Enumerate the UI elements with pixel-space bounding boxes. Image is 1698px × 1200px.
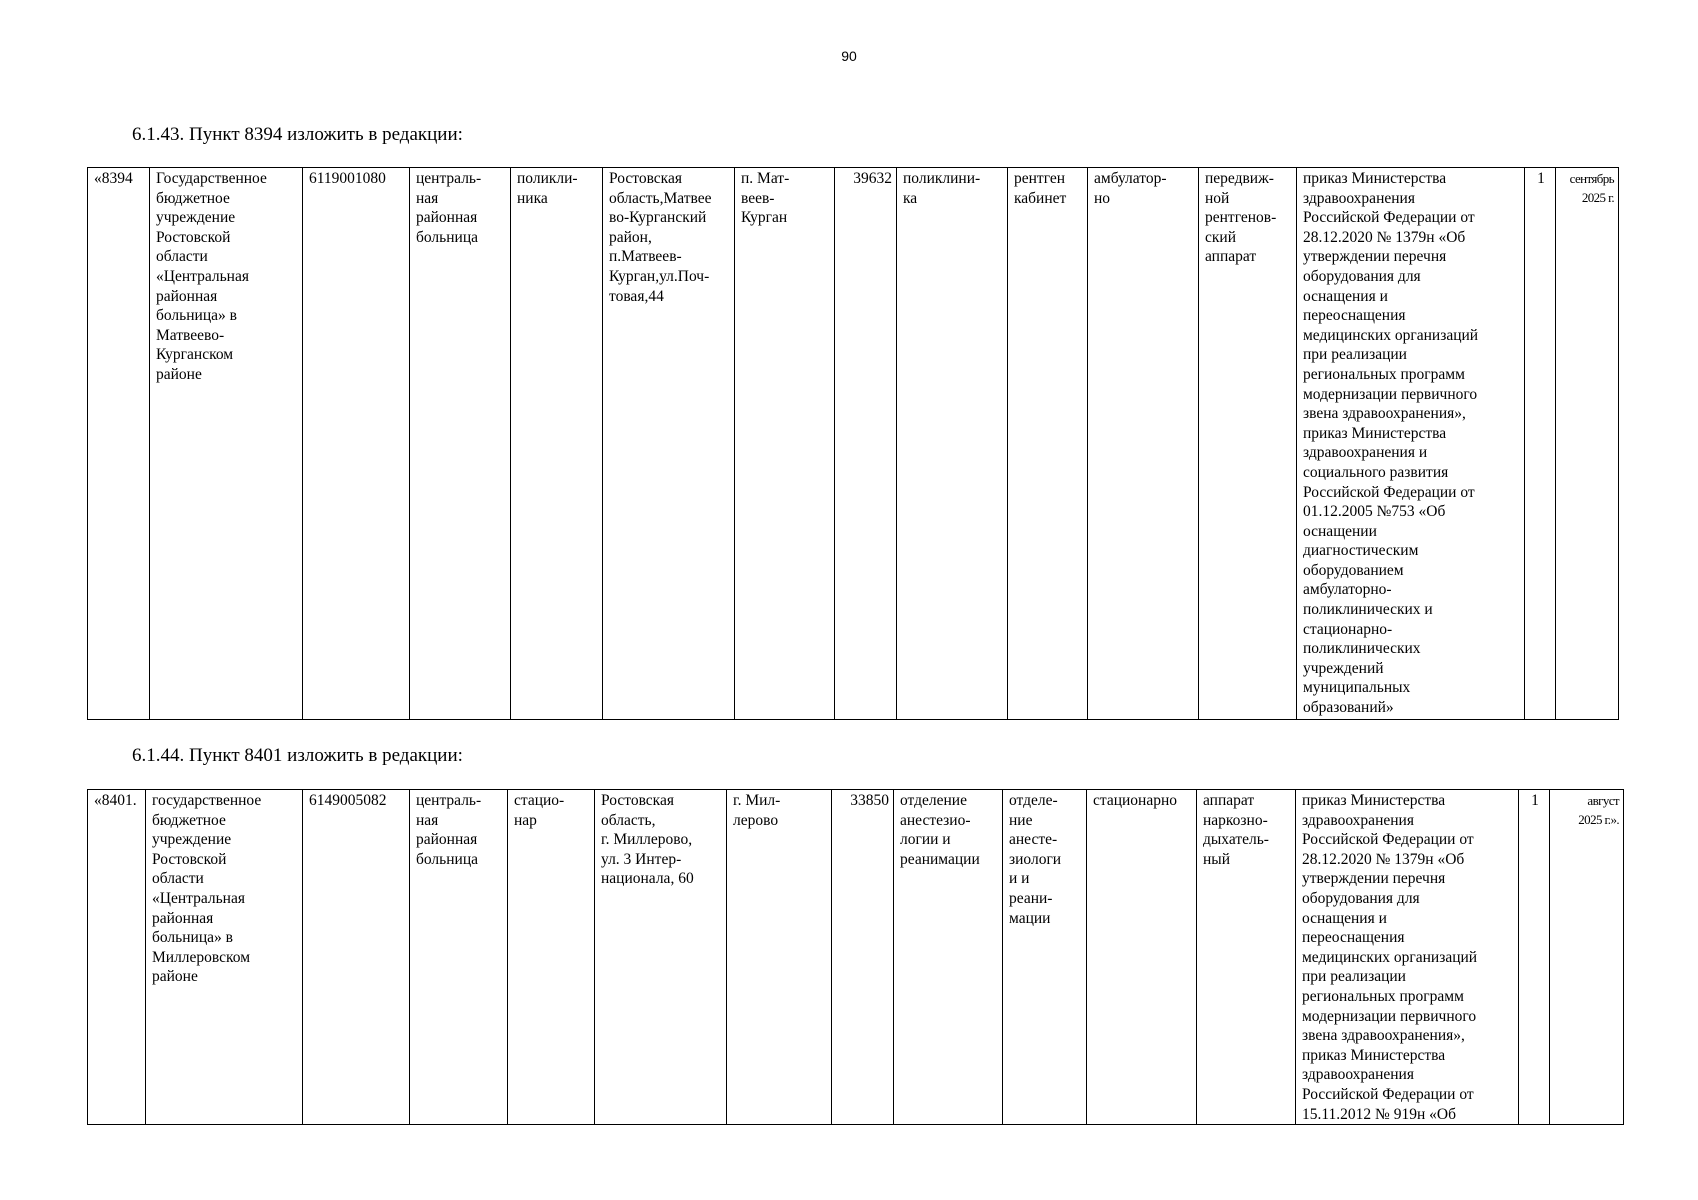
- cell-line: ный: [1203, 850, 1231, 868]
- section-heading-8401: 6.1.44. Пункт 8401 изложить в редакции:: [132, 745, 463, 766]
- cell-line: районная: [156, 287, 218, 305]
- cell-line: Миллеровском: [152, 948, 251, 966]
- table-item-8394: [87, 167, 1619, 720]
- table-row: [88, 790, 1624, 1125]
- cell-line: Российской Федерации от: [1303, 483, 1475, 501]
- cell-line: приказ Министерства: [1302, 1046, 1446, 1064]
- cell-line: логии и: [900, 831, 951, 849]
- cell-care-form: [1087, 790, 1197, 1125]
- cell-line: Курган,ул.Поч-: [609, 267, 710, 285]
- cell-line: Ростовская: [601, 792, 674, 809]
- cell-line: больница: [416, 228, 478, 246]
- cell-line: больница: [416, 850, 478, 868]
- cell-line: Государственное: [156, 170, 267, 187]
- cell-department: [894, 790, 1003, 1125]
- cell-line: ул. 3 Интер-: [601, 850, 682, 868]
- cell-line: районная: [152, 909, 214, 927]
- cell-locality: [727, 790, 832, 1125]
- cell-line: области: [152, 870, 204, 888]
- cell-line: ная: [416, 811, 439, 829]
- cell-line: отделение: [900, 792, 967, 809]
- cell-line: социального развития: [1303, 463, 1449, 481]
- cell-qty: 1: [1525, 168, 1556, 720]
- cell-line: Российской Федерации от: [1303, 209, 1475, 227]
- cell-line: больница» в: [152, 929, 233, 947]
- cell-line: ника: [517, 189, 548, 207]
- cell-line: амбулаторно-: [1303, 581, 1392, 599]
- cell-line: стационарно-: [1303, 620, 1393, 638]
- cell-line: 2025 г.: [1581, 190, 1614, 205]
- cell-line: г. Мил-: [733, 792, 781, 809]
- cell-line: медицинских организаций: [1303, 326, 1479, 344]
- cell-line: кабинет: [1014, 189, 1067, 207]
- cell-line: анесте-: [1009, 831, 1058, 849]
- cell-line: учреждение: [152, 831, 232, 849]
- cell-line: здравоохранения: [1303, 189, 1415, 207]
- cell-institution: [150, 168, 303, 720]
- cell-num: «8401.: [88, 790, 146, 1125]
- cell-line: приказ Министерства: [1302, 792, 1446, 809]
- cell-line: область,Матвее: [609, 189, 712, 207]
- cell-line: ка: [903, 189, 918, 207]
- cell-line: лерово: [733, 811, 779, 829]
- cell-line: «Центральная: [152, 889, 245, 907]
- cell-line: 2025 г.».: [1578, 812, 1619, 827]
- cell-line: здравоохранения: [1302, 811, 1414, 829]
- cell-line: бюджетное: [152, 811, 226, 829]
- cell-line: ная: [416, 189, 439, 207]
- cell-line: п. Мат-: [741, 170, 790, 187]
- cell-line: 28.12.2020 № 1379н «Об: [1302, 850, 1465, 868]
- cell-line: медицинских организаций: [1302, 948, 1478, 966]
- cell-line: г. Миллерово,: [601, 831, 693, 849]
- cell-line: п.Матвеев-: [609, 248, 682, 266]
- table-row: [88, 168, 1619, 720]
- cell-code: 33850: [832, 790, 894, 1125]
- cell-line: области: [156, 248, 208, 266]
- cell-line: реанимации: [900, 850, 980, 868]
- cell-line: Курган: [741, 209, 788, 227]
- cell-line: образований»: [1303, 699, 1394, 717]
- cell-care-form: [1088, 168, 1199, 720]
- cell-line: товая,44: [609, 287, 664, 305]
- cell-line: районе: [156, 365, 202, 383]
- cell-line: ной: [1205, 189, 1230, 207]
- cell-order: [1296, 790, 1519, 1125]
- cell-line: приказ Министерства: [1303, 424, 1447, 442]
- cell-code: 39632: [835, 168, 897, 720]
- cell-line: август: [1587, 793, 1619, 808]
- cell-line: область,: [601, 811, 656, 829]
- cell-line: региональных программ: [1302, 987, 1464, 1005]
- cell-institution: [146, 790, 303, 1125]
- cell-inn: 6149005082: [303, 790, 410, 1125]
- cell-line: учреждений: [1303, 659, 1384, 677]
- cell-address: [595, 790, 727, 1125]
- cell-line: переоснащения: [1302, 929, 1405, 947]
- cell-line: 28.12.2020 № 1379н «Об: [1303, 228, 1466, 246]
- cell-line: модернизации первичного: [1303, 385, 1478, 403]
- cell-line: Курганском: [156, 346, 234, 364]
- cell-line: рентген: [1014, 170, 1066, 187]
- cell-line: Ростовской: [152, 850, 227, 868]
- cell-date: [1556, 168, 1619, 720]
- cell-line: оборудования для: [1302, 889, 1420, 907]
- cell-line: поликли-: [517, 170, 578, 187]
- cell-line: рентгенов-: [1205, 209, 1277, 227]
- cell-line: здравоохранения и: [1303, 444, 1428, 462]
- cell-line: нар: [514, 811, 537, 829]
- cell-line: государственное: [152, 792, 262, 809]
- cell-line: модернизации первичного: [1302, 1007, 1477, 1025]
- cell-line: поликлинических: [1303, 640, 1421, 658]
- cell-line: аппарат: [1205, 248, 1257, 266]
- cell-line: региональных программ: [1303, 365, 1465, 383]
- cell-line: оснащения и: [1302, 909, 1387, 927]
- cell-line: анестезио-: [900, 811, 971, 829]
- cell-line: и и: [1009, 870, 1030, 888]
- cell-line: при реализации: [1302, 968, 1406, 986]
- cell-line: оснащении: [1303, 522, 1377, 540]
- cell-line: Российской Федерации от: [1302, 831, 1474, 849]
- cell-line: больница» в: [156, 307, 237, 325]
- cell-order: [1297, 168, 1525, 720]
- cell-line: поликлини-: [903, 170, 981, 187]
- cell-org-type: [410, 168, 511, 720]
- cell-line: приказ Министерства: [1303, 170, 1447, 187]
- cell-department: [897, 168, 1008, 720]
- cell-subdivision: [508, 790, 595, 1125]
- cell-line: передвиж-: [1205, 170, 1274, 187]
- cell-org-type: [410, 790, 508, 1125]
- cell-line: централь-: [416, 170, 482, 187]
- cell-line: оснащения и: [1303, 287, 1388, 305]
- cell-line: мации: [1009, 909, 1051, 927]
- cell-inn: 6119001080: [303, 168, 410, 720]
- cell-line: стацио-: [514, 792, 565, 809]
- table-item-8401: [87, 789, 1624, 1125]
- cell-line: отделе-: [1009, 792, 1058, 809]
- cell-line: районе: [152, 968, 198, 986]
- cell-line: дыхатель-: [1203, 831, 1269, 849]
- cell-line: 15.11.2012 № 919н «Об: [1302, 1105, 1456, 1123]
- cell-qty: 1: [1519, 790, 1550, 1125]
- cell-line: переоснащения: [1303, 307, 1406, 325]
- cell-line: веев-: [741, 189, 775, 207]
- cell-line: районная: [416, 831, 478, 849]
- cell-line: звена здравоохранения»,: [1303, 405, 1466, 423]
- cell-line: ский: [1205, 228, 1236, 246]
- cell-line: амбулатор-: [1094, 170, 1167, 187]
- cell-line: Ростовская: [609, 170, 682, 187]
- cell-line: централь-: [416, 792, 482, 809]
- cell-line: бюджетное: [156, 189, 230, 207]
- cell-line: сентябрь: [1569, 171, 1614, 186]
- cell-line: учреждение: [156, 209, 236, 227]
- cell-line: «Центральная: [156, 267, 249, 285]
- cell-line: национала, 60: [601, 870, 694, 888]
- section-heading-8394: 6.1.43. Пункт 8394 изложить в редакции:: [132, 124, 463, 145]
- cell-line: поликлинических и: [1303, 601, 1433, 619]
- cell-unit: [1008, 168, 1088, 720]
- cell-line: Матвеево-: [156, 326, 225, 344]
- cell-line: зиологи: [1009, 850, 1062, 868]
- cell-line: во-Курганский: [609, 209, 707, 227]
- cell-line: при реализации: [1303, 346, 1407, 364]
- cell-line: реани-: [1009, 889, 1053, 907]
- cell-line: Ростовской: [156, 228, 231, 246]
- cell-line: оборудованием: [1303, 561, 1404, 579]
- cell-subdivision: [511, 168, 603, 720]
- cell-line: но: [1094, 189, 1111, 207]
- cell-num: «8394: [88, 168, 150, 720]
- cell-line: утверждении перечня: [1303, 248, 1447, 266]
- cell-equipment: [1199, 168, 1297, 720]
- cell-line: утверждении перечня: [1302, 870, 1446, 888]
- page-number: 90: [841, 48, 857, 64]
- cell-line: ние: [1009, 811, 1033, 829]
- cell-line: звена здравоохранения»,: [1302, 1027, 1465, 1045]
- cell-line: район,: [609, 228, 652, 246]
- cell-line: 01.12.2005 №753 «Об: [1303, 503, 1446, 521]
- cell-line: здравоохранения: [1302, 1066, 1414, 1084]
- cell-line: аппарат: [1203, 792, 1255, 809]
- cell-line: муниципальных: [1303, 679, 1411, 697]
- cell-line: Российской Федерации от: [1302, 1085, 1474, 1103]
- cell-line: наркозно-: [1203, 811, 1268, 829]
- cell-date: [1550, 790, 1624, 1125]
- cell-address: [603, 168, 735, 720]
- cell-line: стационарно: [1093, 792, 1178, 809]
- cell-line: районная: [416, 209, 478, 227]
- cell-line: оборудования для: [1303, 267, 1421, 285]
- cell-unit: [1003, 790, 1087, 1125]
- cell-equipment: [1197, 790, 1296, 1125]
- cell-locality: [735, 168, 835, 720]
- cell-line: диагностическим: [1303, 542, 1419, 560]
